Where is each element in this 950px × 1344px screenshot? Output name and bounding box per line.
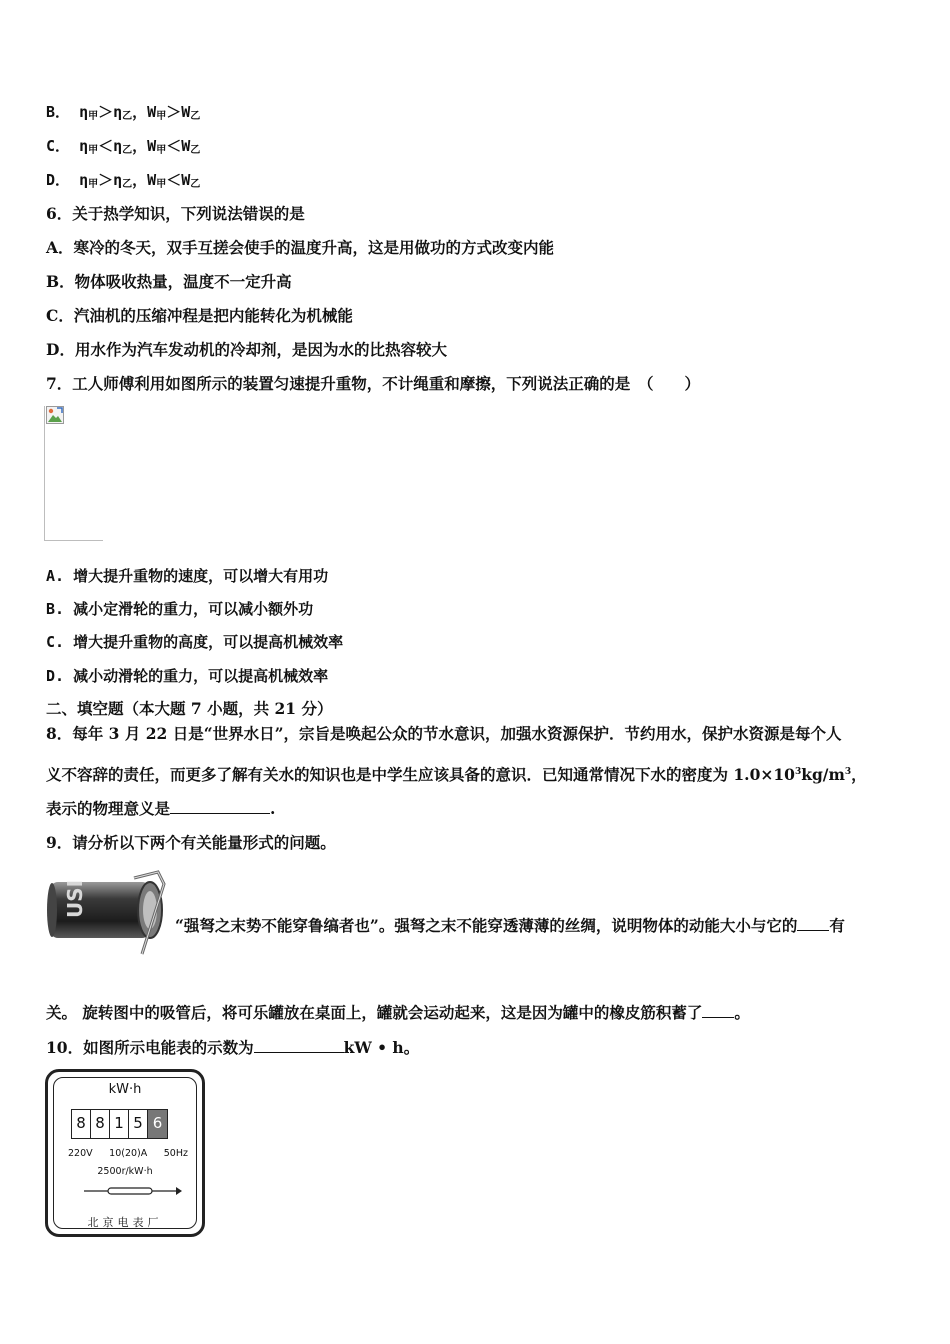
answer-blank[interactable] <box>170 799 270 814</box>
q5-option-d: D． $\eta_甲>\eta_乙$，$W_甲<W_乙$ <box>46 171 201 190</box>
svg-text:USI: USI <box>63 879 87 918</box>
meter-frequency: 50Hz <box>163 1148 188 1159</box>
q6-option-c: C．汽油机的压缩冲程是把内能转化为机械能 <box>46 306 353 325</box>
meter-current: 10(20)A <box>109 1148 148 1159</box>
option-label: D． <box>46 171 71 189</box>
meter-disc-arrow-icon <box>82 1184 182 1198</box>
q5-option-b: B． $\eta_甲>\eta_乙$，$W_甲>W_乙$ <box>46 103 201 122</box>
q8-line-3: 表示的物理意义是 . <box>46 799 276 818</box>
meter-digit: 8 <box>91 1110 110 1138</box>
option-label: C． <box>46 137 71 155</box>
q6-option-a: A．寒冷的冬天，双手互搓会使手的温度升高，这是用做功的方式改变内能 <box>46 238 555 257</box>
q6-option-b: B．物体吸收热量，温度不一定升高 <box>46 272 292 291</box>
electricity-meter <box>45 1069 205 1237</box>
meter-digit: 5 <box>129 1110 148 1138</box>
q6-stem: 6．关于热学知识，下列说法错误的是 <box>46 204 305 223</box>
meter-rate: 2500r/kW·h <box>97 1166 153 1177</box>
pulley-figure-placeholder <box>44 406 103 541</box>
meter-digit: 8 <box>72 1110 91 1138</box>
q5-option-c: C． $\eta_甲<\eta_乙$，$W_甲<W_乙$ <box>46 137 201 156</box>
section-heading: 二、填空题（本大题 7 小题，共 21 分） <box>46 699 333 718</box>
meter-specs <box>68 1148 188 1159</box>
meter-digit-decimal: 6 <box>148 1110 167 1138</box>
q8-line-2: 义不容辞的责任，而更多了解有关水的知识也是中学生应该具备的意识．已知通常情况下水的密度为 $1.0\times 10^3kg/m^3$， <box>46 765 867 784</box>
q9-text-1: “强弩之末势不能穿鲁缟者也”。强弩之末不能穿透薄薄的丝绸，说明物体的动能大小与它的 有 <box>175 916 845 935</box>
option-label: B． <box>46 103 71 121</box>
answer-blank[interactable] <box>797 916 829 931</box>
q9-stem: 9．请分析以下两个有关能量形式的问题。 <box>46 833 336 852</box>
meter-face <box>53 1077 197 1229</box>
q10-stem: 10．如图所示电能表的示数为 kW • h。 <box>46 1038 420 1057</box>
q7-stem: 7．工人师傅利用如图所示的装置匀速提升重物，不计绳重和摩擦，下列说法正确的是 （ ） <box>46 374 701 393</box>
broken-image-icon <box>46 406 64 424</box>
q7-option-d: D. 减小动滑轮的重力，可以提高机械效率 <box>46 667 329 685</box>
meter-unit: kW·h <box>108 1082 142 1097</box>
answer-blank[interactable] <box>702 1003 734 1018</box>
q7-option-a: A. 增大提升重物的速度，可以增大有用功 <box>46 567 329 585</box>
q6-option-d: D．用水作为汽车发动机的冷却剂，是因为水的比热容较大 <box>46 340 447 359</box>
q7-option-b: B. 减小定滑轮的重力，可以减小额外功 <box>46 600 314 618</box>
q8-line-1: 8．每年 3 月 22 日是“世界水日”，宗旨是唤起公众的节水意识，加强水资源保护．节约用水，保护水资源是每个人 <box>46 724 842 743</box>
meter-maker: 北京电表厂 <box>87 1216 163 1229</box>
q9-text-2: 关。 旋转图中的吸管后，将可乐罐放在桌面上，罐就会运动起来，这是因为罐中的橡皮筋积蓄了 。 <box>46 1003 750 1022</box>
meter-digits <box>71 1109 168 1139</box>
meter-voltage: 220V <box>68 1148 93 1159</box>
q7-option-c: C. 增大提升重物的高度，可以提高机械效率 <box>46 633 344 651</box>
answer-blank[interactable] <box>254 1038 344 1053</box>
meter-digit: 1 <box>110 1110 129 1138</box>
cola-can-image <box>46 868 170 960</box>
